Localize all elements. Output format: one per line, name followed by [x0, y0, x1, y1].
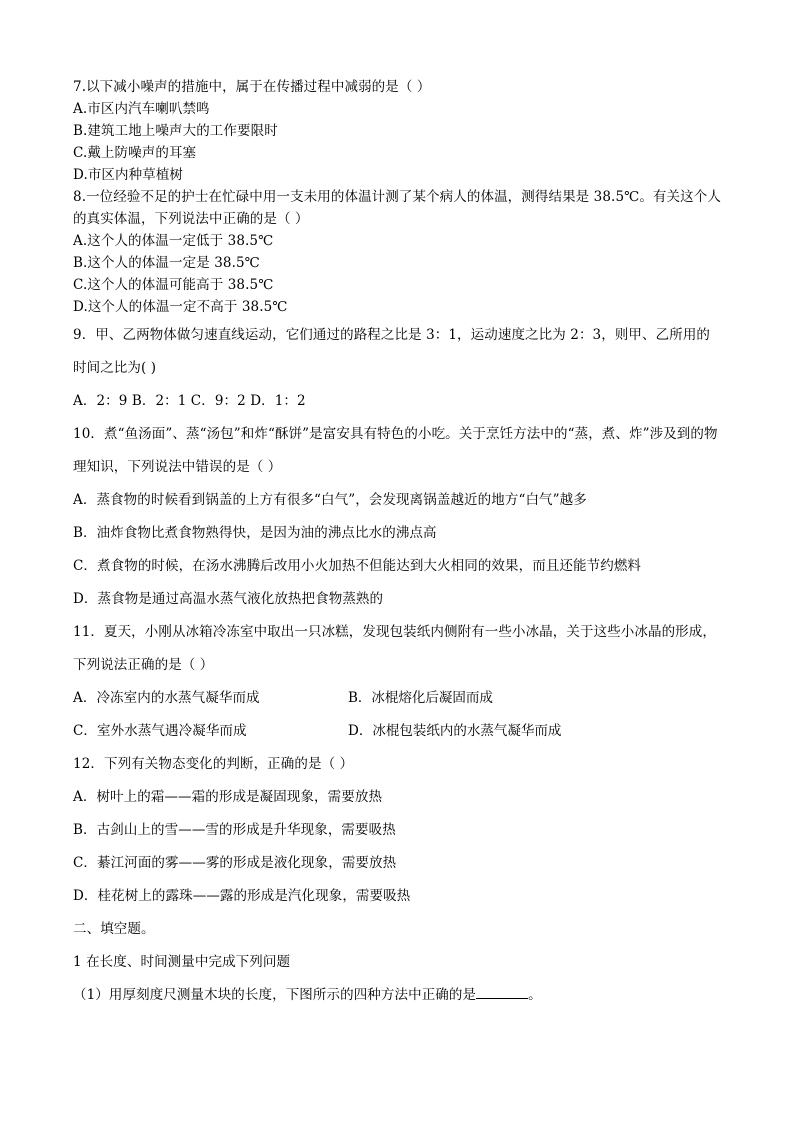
q12-option-b: B．古剑山上的雪——雪的形成是升华现象，需要吸热	[73, 822, 396, 838]
q10-option-d: D．蒸食物是通过高温水蒸气液化放热把食物蒸熟的	[73, 591, 384, 607]
fill-q1-stem: 1 在长度、时间测量中完成下列问题	[73, 954, 291, 970]
q12-option-a: A．树叶上的霜——霜的形成是凝固现象，需要放热	[73, 789, 383, 805]
q10-option-c: C．煮食物的时候，在汤水沸腾后改用小火加热不但能达到大火相同的效果，而且还能节约燃料	[73, 558, 642, 574]
q7-option-d: D.市区内种草植树	[73, 167, 184, 183]
q9-stem-line2: 时间之比为( )	[73, 360, 157, 376]
q12-option-d: D．桂花树上的露珠——露的形成是汽化现象，需要吸热	[73, 888, 411, 904]
section-title: 二、填空题。	[73, 921, 155, 937]
q12-option-c: C．綦江河面的雾——雾的形成是液化现象，需要放热	[73, 855, 397, 871]
fill-q1-part1-text: （1）用厚刻度尺测量木块的长度，下图所示的四种方法中正确的是	[73, 987, 477, 1003]
q11-stem-line1: 11．夏天，小刚从冰箱冷冻室中取出一只冰糕，发现包装纸内侧附有一些小冰晶，关于这些小冰晶的形成，	[73, 624, 716, 640]
q7-option-a: A.市区内汽车喇叭禁鸣	[73, 101, 210, 117]
q10-option-b: B．油炸食物比煮食物熟得快，是因为油的沸点比水的沸点高	[73, 525, 437, 541]
q10-option-a: A．蒸食物的时候看到锅盖的上方有很多“白气”，会发现离锅盖越近的地方“白气”越多	[73, 492, 587, 508]
q12-stem: 12．下列有关物态变化的判断，正确的是（ ）	[73, 756, 354, 772]
q8-option-a: A.这个人的体温一定低于 38.5℃	[73, 233, 274, 249]
q8-option-b: B.这个人的体温一定是 38.5℃	[73, 255, 260, 271]
q10-stem-line1: 10．煮“鱼汤面”、蒸“汤包”和炸“酥饼”是富安具有特色的小吃。关于烹饪方法中的“蒸，煮、炸”涉及到的物	[73, 426, 718, 442]
fill-q1-part1	[73, 986, 542, 1004]
q8-stem-line1: 8.一位经验不足的护士在忙碌中用一支未用的体温计测了某个病人的体温，测得结果是 38.5℃。有关这个人	[73, 189, 721, 205]
q11-stem-line2: 下列说法正确的是（ ）	[73, 657, 214, 673]
q11-option-d: D．冰棍包装纸内的水蒸气凝华而成	[348, 723, 562, 739]
fill-q1-part1-end: 。	[528, 987, 542, 1003]
q8-option-c: C.这个人的体温可能高于 38.5℃	[73, 277, 274, 293]
q9-options: A．2：9 B．2：1 C．9：2 D．1：2	[73, 393, 306, 409]
q7-option-b: B.建筑工地上噪声大的工作要限时	[73, 123, 278, 139]
q11-option-b: B．冰棍熔化后凝固而成	[348, 690, 493, 706]
q8-option-d: D.这个人的体温一定不高于 38.5℃	[73, 299, 288, 315]
q7-option-c: C.戴上防噪声的耳塞	[73, 145, 197, 161]
q11-option-a: A．冷冻室内的水蒸气凝华而成	[73, 690, 260, 706]
q10-stem-line2: 理知识，下列说法中错误的是（ ）	[73, 459, 282, 475]
q7-stem: 7.以下减小噪声的措施中，属于在传播过程中减弱的是（ ）	[73, 79, 431, 95]
answer-blank	[476, 986, 528, 999]
q8-stem-line2: 的真实体温，下列说法中正确的是（ ）	[73, 211, 309, 227]
q9-stem-line1: 9．甲、乙两物体做匀速直线运动，它们通过的路程之比是 3：1，运动速度之比为 2：3，则甲、乙所用的	[73, 327, 711, 343]
q11-option-c: C．室外水蒸气遇冷凝华而成	[73, 723, 247, 739]
